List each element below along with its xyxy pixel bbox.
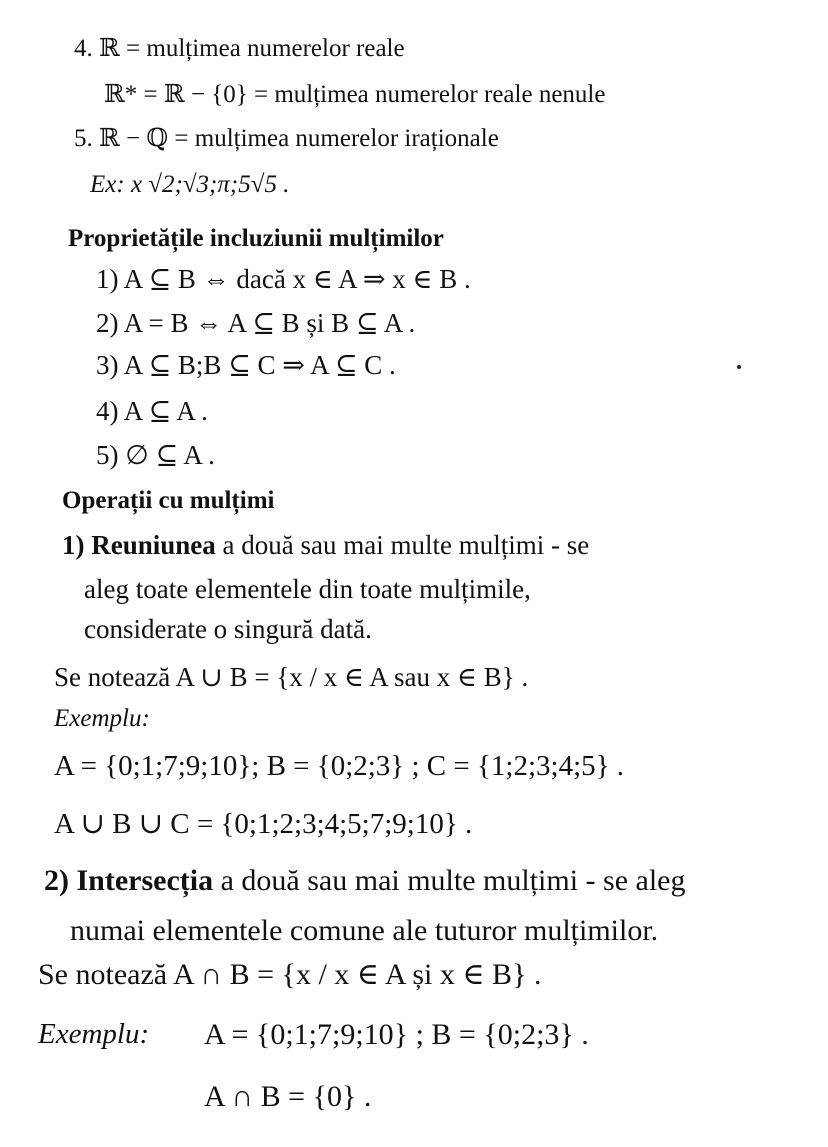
item4-line1: 4. ℝ = mulțimea numerelor reale <box>74 35 405 62</box>
inclusion-prop-4: 4) A ⊆ A . <box>96 396 208 426</box>
inclusion-prop-2: 2) A = B ⇔ A ⊆ B și B ⊆ A . <box>96 308 416 338</box>
union-line1 <box>62 532 589 559</box>
union-example-sets: A = {0;1;7;9;10}; B = {0;2;3} ; C = {1;2;3;4;5} . <box>54 750 625 782</box>
inclusion-prop-1: 1) A ⊆ B ⇔ dacă x ∈ A ⇒ x ∈ B . <box>96 264 471 294</box>
intersection-line1 <box>44 866 686 896</box>
item4-line2: ℝ* = ℝ − {0} = mulțimea numerelor reale nenule <box>104 81 606 108</box>
operations-title: Operații cu mulțimi <box>62 487 275 514</box>
item5-example: Ex: x √2;√3;π;5√5 . <box>90 171 290 198</box>
union-desc2: aleg toate elementele din toate mulțimile, <box>84 574 531 604</box>
intersection-example-label: Exemplu: <box>38 1018 150 1050</box>
union-example-result: A ∪ B ∪ C = {0;1;2;3;4;5;7;9;10} . <box>54 808 473 840</box>
inclusion-prop-5: 5) ∅ ⊆ A . <box>96 440 215 470</box>
union-desc3: considerate o singură dată. <box>84 614 372 644</box>
inclusion-prop-3: 3) A ⊆ B;B ⊆ C ⇒ A ⊆ C . <box>96 350 396 380</box>
intersection-heading: 2) Intersecția <box>44 864 214 897</box>
intersection-desc2: numai elementele comune ale tuturor mulțimilor. <box>70 914 659 947</box>
intersection-example-result: A ∩ B = {0} . <box>204 1080 372 1113</box>
item5-line1: 5. ℝ − ℚ = mulțimea numerelor iraționale <box>74 125 499 152</box>
intersection-notation: Se notează A ∩ B = {x / x ∈ A și x ∈ B} . <box>38 958 542 991</box>
union-heading: 1) Reuniunea <box>62 530 216 560</box>
speck-mark <box>737 365 741 369</box>
intersection-desc1: a două sau mai multe mulțimi - se aleg <box>220 864 686 897</box>
union-example-label: Exemplu: <box>54 705 150 732</box>
intersection-example-sets: A = {0;1;7;9;10} ; B = {0;2;3} . <box>204 1018 589 1051</box>
union-notation: Se notează A ∪ B = {x / x ∈ A sau x ∈ B} . <box>54 662 529 692</box>
inclusion-title: Proprietățile incluziunii mulțimilor <box>68 225 444 252</box>
union-desc1: a două sau mai multe mulțimi - se <box>222 530 590 560</box>
